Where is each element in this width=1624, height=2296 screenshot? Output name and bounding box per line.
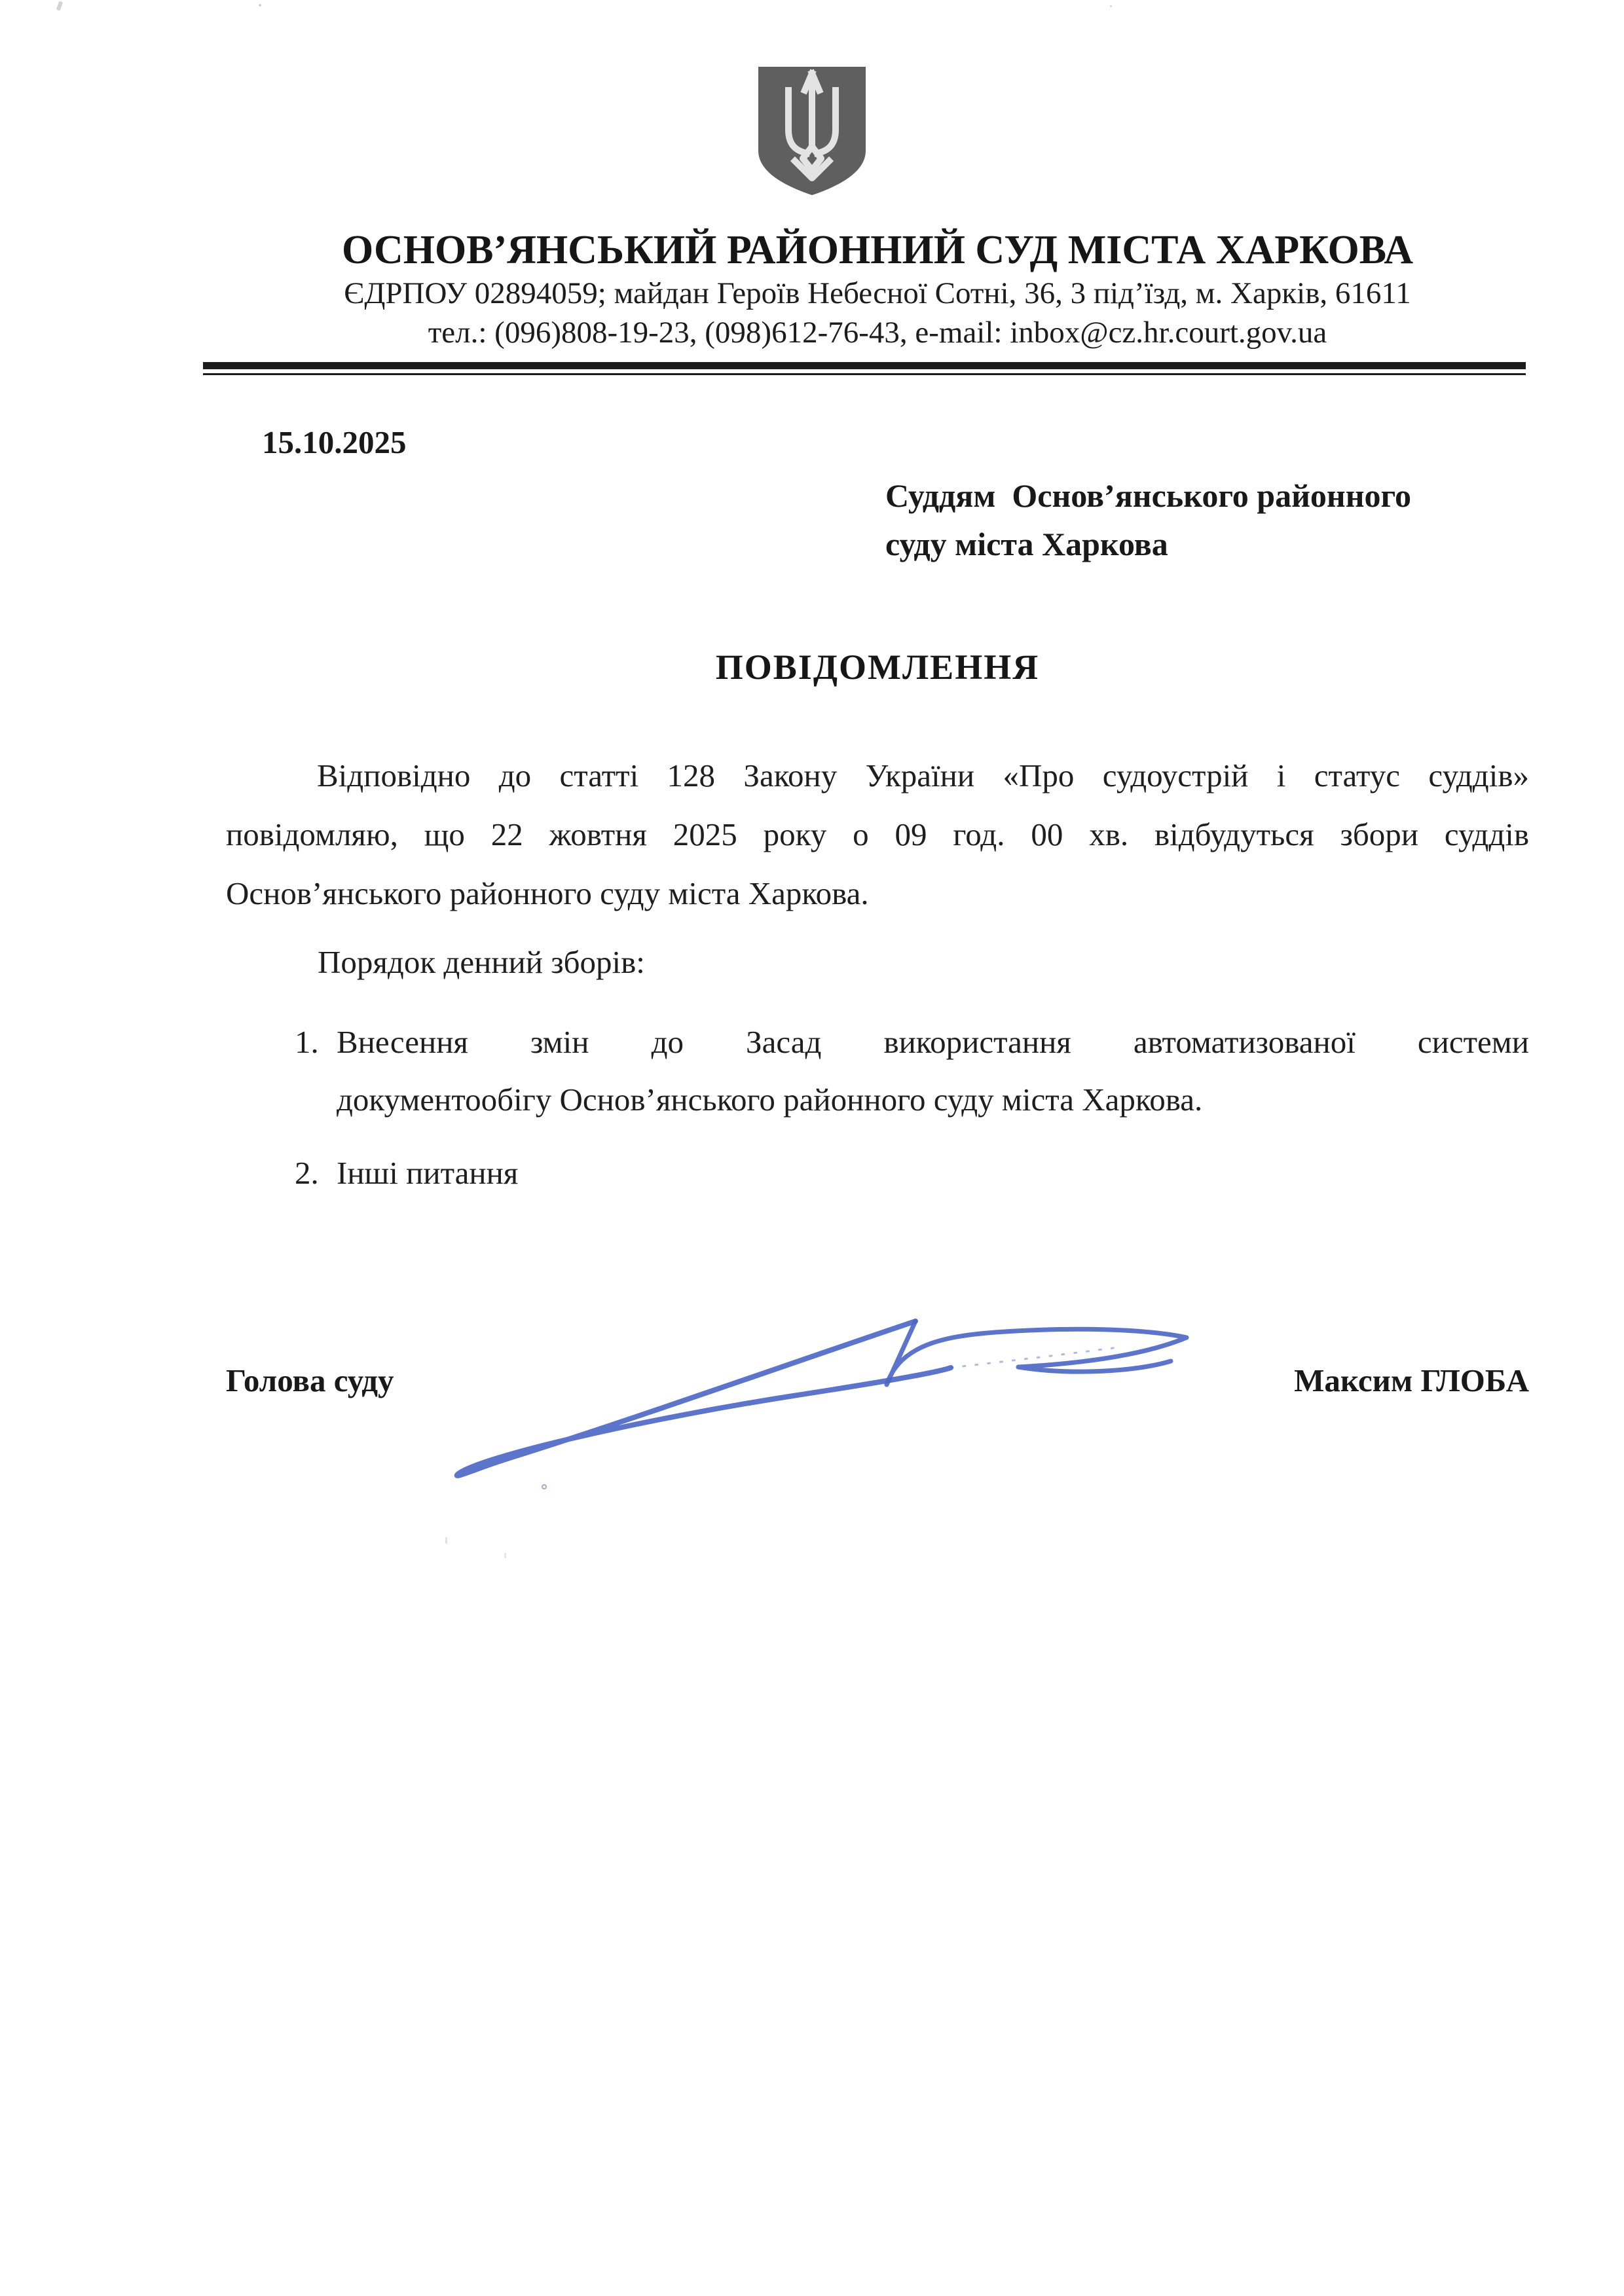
signer-role-label: Голова суду: [226, 1362, 394, 1398]
scan-speck: [259, 4, 261, 7]
signature-stroke-main: [457, 1321, 951, 1476]
document-date: 15.10.2025: [262, 424, 407, 460]
scan-speck: [1110, 5, 1112, 7]
agenda-item-number: 1.: [295, 1024, 319, 1060]
scan-speck: [504, 1553, 506, 1558]
agenda-item-line: Інші питання: [337, 1155, 519, 1191]
recipient-line-1: Суддям Основ’янського районного: [885, 477, 1412, 514]
body-paragraph: [226, 746, 1529, 923]
agenda-item-1: [295, 1013, 1529, 1129]
handwritten-signature-ink: [419, 1300, 1244, 1496]
agenda-item-line: документообігу Основ’янського районного суду міста Харкова.: [337, 1082, 1203, 1118]
agenda-item-2: [295, 1144, 1529, 1202]
letterhead-rule-thin: [203, 373, 1526, 375]
recipient-block: [885, 471, 1534, 568]
signer-name: Максим ГЛОБА: [1294, 1362, 1529, 1398]
agenda-item-line: Внесення змін до Засад використання автоматизованої системи: [337, 1024, 1529, 1060]
court-address-line: ЄДРПОУ 02894059; майдан Героїв Небесної Сотні, 36, 3 під’їзд, м. Харків, 61611: [344, 276, 1411, 310]
scan-speck: [56, 1, 63, 10]
document-title: ПОВІДОМЛЕННЯ: [715, 647, 1040, 687]
agenda-heading: Порядок денний зборів:: [318, 944, 645, 980]
court-contact-line: тел.: (096)808-19-23, (098)612-76-43, e-mail: inbox@cz.hr.court.gov.ua: [428, 316, 1327, 350]
agenda-item-number: 2.: [295, 1155, 319, 1191]
letterhead-rule-thick: [203, 362, 1526, 369]
recipient-line-2: суду міста Харкова: [885, 526, 1168, 562]
court-name-heading: ОСНОВ’ЯНСЬКИЙ РАЙОННИЙ СУД МІСТА ХАРКОВА: [341, 228, 1414, 272]
signature-stroke-flourish: [887, 1321, 1187, 1385]
scan-speck: [445, 1537, 447, 1544]
signature-ink-dot: [542, 1485, 546, 1489]
paragraph-line: Відповідно до статті 128 Закону України «Про судоустрій і статус суддів»: [317, 757, 1529, 793]
paragraph-line: повідомляю, що 22 жовтня 2025 року о 09 год. 00 хв. відбудуться збори суддів: [226, 816, 1529, 852]
paragraph-line: Основ’янського районного суду міста Харкова.: [226, 875, 869, 911]
coat-of-arms-emblem: [753, 64, 871, 198]
